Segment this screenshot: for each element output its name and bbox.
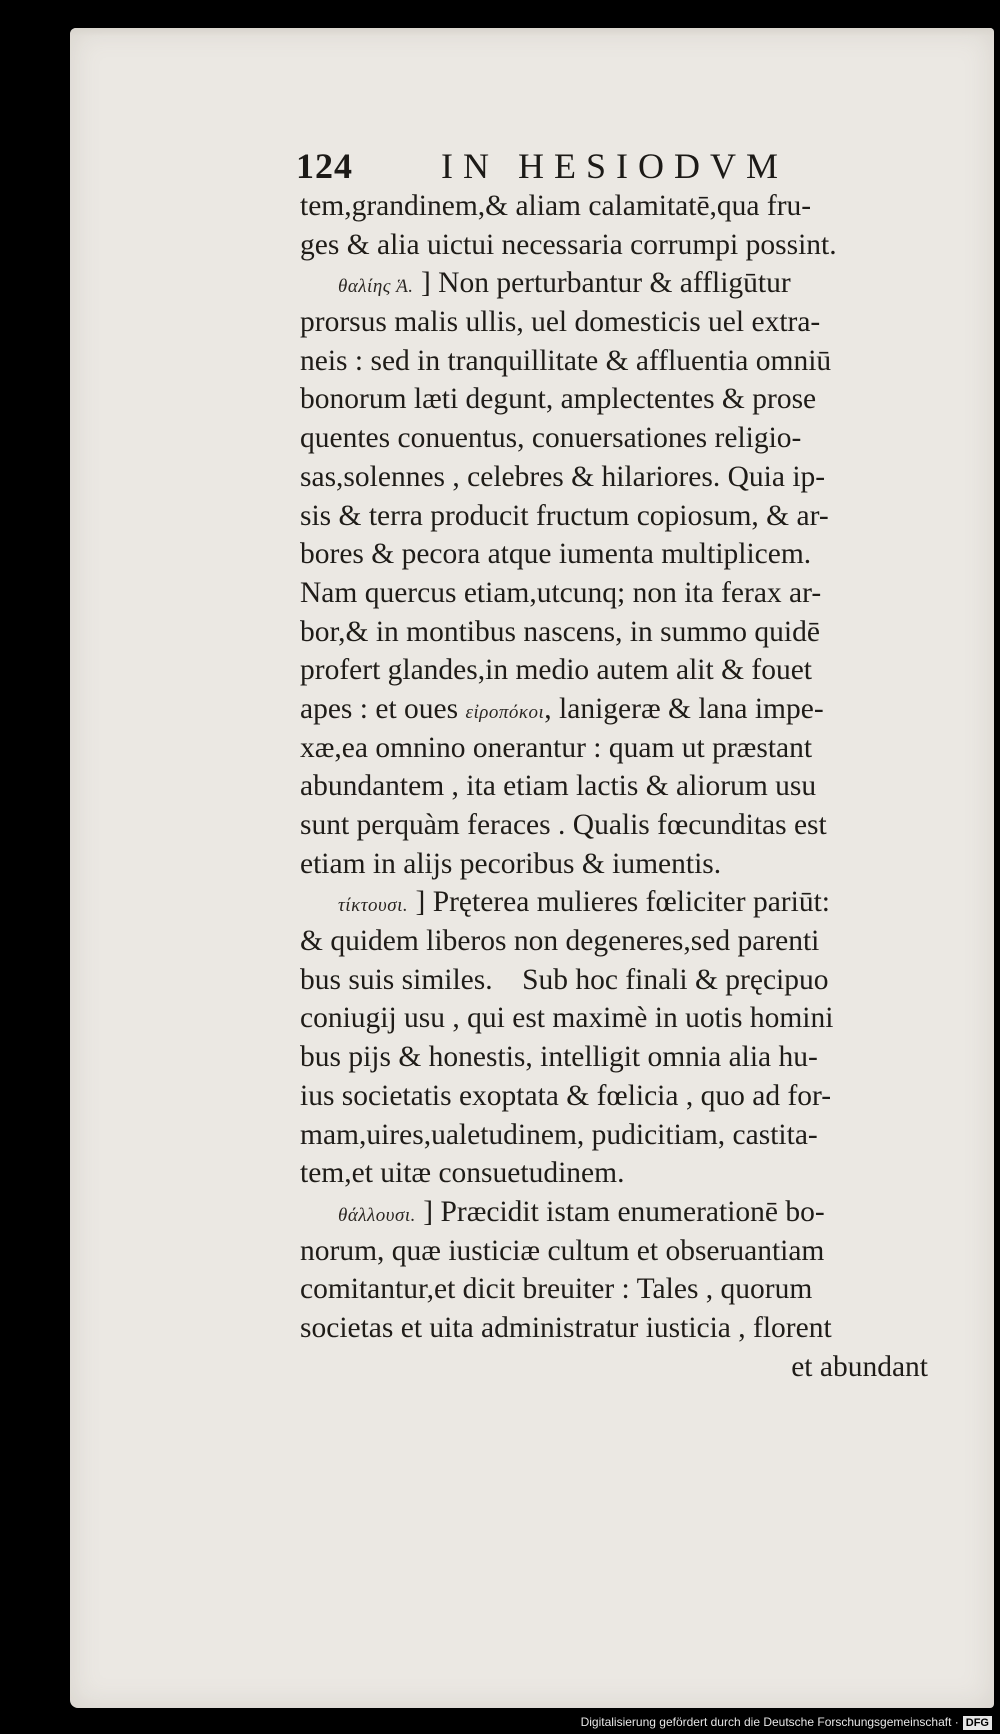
line-text: tem,et uitæ consuetudinem.: [300, 1157, 625, 1190]
line-text: tem,grandinem,& aliam calamitatē,qua fru-: [300, 190, 812, 222]
greek-lemma: τίκτουσι.: [338, 895, 409, 917]
line-text: sas,solennes , celebres & hilariores. Quia ip-: [300, 460, 826, 493]
page-edge: [70, 28, 994, 36]
text-line: [300, 419, 928, 458]
text-line: [300, 303, 928, 342]
text-line: [300, 999, 928, 1038]
line-text: bor,& in montibus nascens, in summo quidē: [300, 615, 820, 648]
line-text: apes : et oues: [300, 692, 466, 725]
text-line: [300, 961, 928, 1000]
line-text: norum, quæ iusticiæ cultum et obseruantiam: [300, 1234, 825, 1267]
line-text: prorsus malis ullis, uel domesticis uel extra-: [300, 306, 821, 339]
greek-lemma: θαλίης Ἁ.: [338, 276, 414, 298]
text-line: [300, 1038, 928, 1077]
text-line: [300, 690, 928, 729]
text-line: [300, 1270, 928, 1309]
funding-text: Digitalisierung gefördert durch die Deutsche Forschungsgemeinschaft ·: [580, 1715, 959, 1729]
text-line: [300, 1232, 928, 1271]
text-line: [300, 574, 928, 613]
text-line: [300, 458, 928, 497]
lemma-line: [300, 264, 928, 303]
greek-lemma: θάλλουσι.: [338, 1204, 416, 1226]
text-line: [300, 922, 928, 961]
line-text: sis & terra producit fructum copiosum, & ar-: [300, 499, 829, 532]
text-line: [300, 1116, 928, 1155]
text-line: [300, 497, 928, 536]
funding-credit: [581, 1715, 992, 1730]
text-line: [300, 845, 928, 884]
catchword: et abundant: [791, 1350, 928, 1383]
text-line: [300, 1309, 928, 1348]
line-text: ] Pręterea mulieres fœliciter pariūt:: [415, 886, 830, 919]
line-text: comitantur,et dicit breuiter : Tales , quorum: [300, 1273, 813, 1306]
text-line: [300, 380, 928, 419]
line-text: mam,uires,ualetudinem, pudicitiam, castita-: [300, 1118, 818, 1151]
line-text: societas et uita administratur iusticia , florent: [300, 1311, 832, 1344]
text-line: [300, 1077, 928, 1116]
body-text: [300, 187, 928, 1386]
line-text: bores & pecora atque iumenta multiplicem.: [300, 538, 812, 571]
running-title: IN HESIODVM: [441, 146, 788, 186]
text-line: [300, 226, 928, 265]
line-text: Nam quercus etiam,utcunq; non ita ferax ar-: [300, 576, 822, 609]
lemma-line: [300, 883, 928, 922]
text-line: [300, 729, 928, 768]
line-text: profert glandes,in medio autem alit & fouet: [300, 654, 813, 687]
text-line: [300, 1154, 928, 1193]
catchword-line: [300, 1348, 928, 1387]
line-text: ius societatis exoptata & fœlicia , quo ad for-: [300, 1079, 832, 1112]
text-line: [300, 187, 928, 226]
line-text: , lanigeræ & lana impe-: [544, 692, 824, 725]
page-number: 124: [296, 146, 353, 186]
line-text: bonorum læti degunt, amplectentes & prose: [300, 383, 817, 416]
line-text: ] Non perturbantur & affligūtur: [420, 267, 791, 300]
line-text: bus pijs & honestis, intelligit omnia alia hu-: [300, 1041, 818, 1074]
running-head: [296, 145, 836, 193]
text-line: [300, 806, 928, 845]
line-text: quentes conuentus, conuersationes religio-: [300, 422, 802, 455]
line-text: xæ,ea omnino onerantur : quam ut præstant: [300, 731, 813, 764]
line-text: & quidem liberos non degeneres,sed parenti: [300, 925, 820, 958]
line-text: etiam in alijs pecoribus & iumentis.: [300, 847, 722, 880]
line-text: abundantem , ita etiam lactis & aliorum usu: [300, 770, 817, 803]
line-text: neis : sed in tranquillitate & affluentia omniū: [300, 344, 832, 377]
text-line: [300, 342, 928, 381]
line-text: bus suis similes. Sub hoc finali & pręcipuo: [300, 963, 829, 996]
text-line: [300, 767, 928, 806]
text-line: [300, 613, 928, 652]
text-line: [300, 535, 928, 574]
line-text: ] Præcidit istam enumerationē bo-: [423, 1195, 825, 1228]
dfg-logo: DFG: [963, 1716, 992, 1730]
text-line: [300, 651, 928, 690]
line-text: coniugij usu , qui est maximè in uotis homini: [300, 1002, 834, 1035]
line-text: ges & alia uictui necessaria corrumpi possint.: [300, 228, 837, 261]
line-text: sunt perquàm feraces . Qualis fœcunditas est: [300, 809, 827, 841]
greek-word: εἰροπόκοι: [465, 701, 545, 723]
lemma-line: [300, 1193, 928, 1232]
